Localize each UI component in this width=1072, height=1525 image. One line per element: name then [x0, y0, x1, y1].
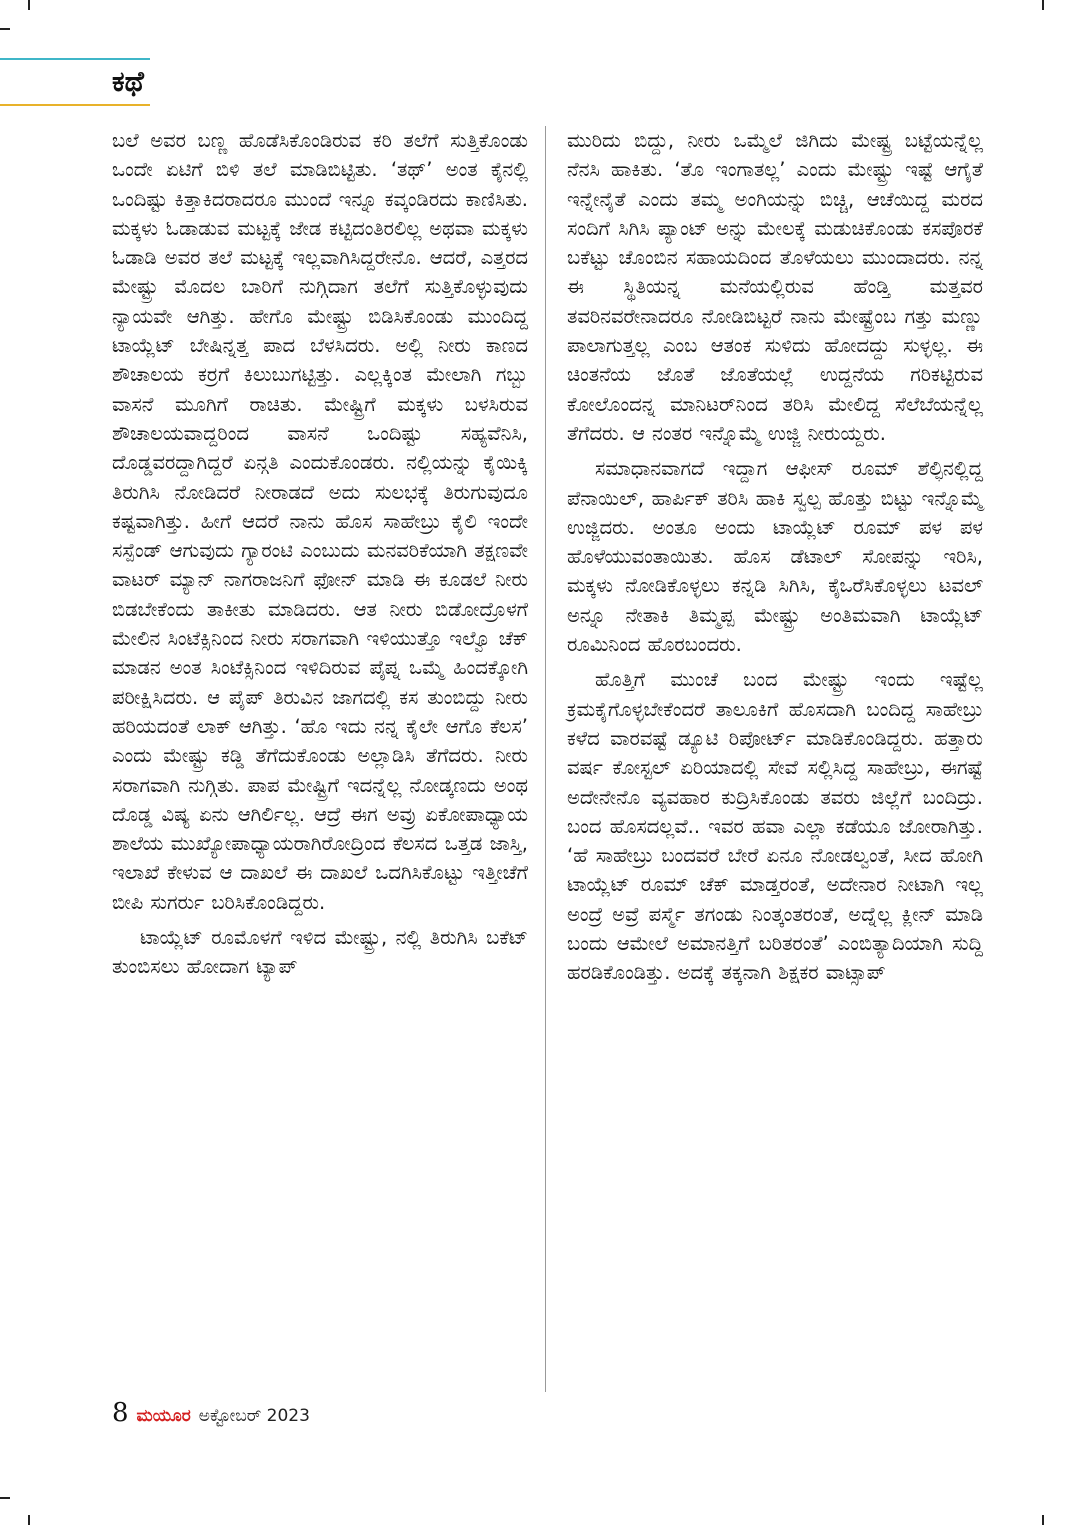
magazine-name: ಮಯೂರ: [136, 1406, 191, 1426]
crop-mark-top-left: [28, 0, 30, 10]
right-paragraph-3: ಹೊತ್ತಿಗೆ ಮುಂಚೆ ಬಂದ ಮೇಷ್ಟ್ರು ಇಂದು ಇಷ್ಟೆಲ್ಲ ಕ್ರಮಕೈಗೊಳ್ಳಬೇಕೆಂದರೆ ತಾಲೂಕಿಗೆ ಹೊಸದಾಗಿ ಬಂದಿದ್ದ ಸಾಹೇಬ್ರು ಕಳೆದ ವಾರವಷ್ಟೆ ಡ್ಯೂಟಿ ರಿಪೋರ್ಟ್ ಮಾಡಿಕೊಂಡಿದ್ದರು. ಹತ್ತಾರು ವರ್ಷ ಕೋಸ್ಟಲ್ ಏರಿಯಾದಲ್ಲಿ ಸೇವೆ ಸಲ್ಲಿಸಿದ್ದ ಸಾಹೇಬ್ರು, ಈಗಷ್ಟೆ ಅದೇನೇನೊ ವ್ಯವಹಾರ ಕುದ್ರಿಸಿಕೊಂಡು ತವರು ಜಿಲ್ಲೆಗೆ ಬಂದಿದ್ರು. ಬಂದ ಹೊಸದಲ್ಲವೆ.. ಇವರ ಹವಾ ಎಲ್ಲಾ ಕಡೆಯೂ ಜೋರಾಗಿತ್ತು. ‘ಹೆ ಸಾಹೇಬ್ರು ಬಂದವರೆ ಬೇರೆ ಏನೂ ನೋಡಲ್ವಂತೆ, ಸೀದ ಹೋಗಿ ಟಾಯ್ಲೆಟ್ ರೂಮ್ ಚೆಕ್ ಮಾಡ್ತರಂತೆ, ಅದೇನಾರ ನೀಟಾಗಿ ಇಲ್ಲ ಅಂದ್ರೆ ಅವ್ರೆ ಪರ್ಸ್ಮೆ ತಗಂಡು ನಿಂತ್ಕಂತರಂತೆ, ಅದ್ನೆಲ್ಲ ಕ್ಲೀನ್ ಮಾಡಿ ಬಂದು ಆಮೇಲೆ ಅಮಾನತ್ತಿಗೆ ಬರಿತರಂತೆ’ ಎಂಬಿತ್ಯಾದಿಯಾಗಿ ಸುದ್ದಿ ಹರಡಿಕೊಂಡಿತ್ತು. ಅದಕ್ಕೆ ತಕ್ಕನಾಗಿ ಶಿಕ್ಷಕರ ವಾಟ್ಸಾಪ್: [567, 668, 983, 985]
page-number: 8: [112, 1398, 129, 1428]
issue-date: ಅಕ್ಟೋಬರ್ 2023: [198, 1406, 310, 1426]
right-column: [567, 126, 983, 988]
left-paragraph-2: ಟಾಯ್ಲೆಟ್ ರೂಮೊಳಗೆ ಇಳಿದ ಮೇಷ್ಟ್ರು, ನಲ್ಲಿ ತಿರುಗಿಸಿ ಬಕೆಟ್ ತುಂಬಿಸಲು ಹೋದಾಗ ಟ್ಯಾಪ್: [112, 926, 528, 979]
section-title: ಕಥೆ: [112, 65, 144, 98]
crop-mark-top-right: [1042, 0, 1044, 10]
header-rule-teal: [0, 58, 150, 60]
left-paragraph-1: ಬಲೆ ಅವರ ಬಣ್ಣ ಹೊಡೆಸಿಕೊಂಡಿರುವ ಕರಿ ತಲೆಗೆ ಸುತ್ತಿಕೊಂಡು ಒಂದೇ ಏಟಿಗೆ ಬಿಳಿ ತಲೆ ಮಾಡಿಬಿಟ್ಟಿತು. ‘ತಥ್’ ಅಂತ ಕೈನಲ್ಲಿ ಒಂದಿಷ್ಟು ಕಿತ್ತಾಕಿದರಾದರೂ ಮುಂದೆ ಇನ್ನೂ ಕವ್ಕಂಡಿರದು ಕಾಣಿಸಿತು. ಮಕ್ಕಳು ಓಡಾಡುವ ಮಟ್ಟಕ್ಕೆ ಜೇಡ ಕಟ್ಟಿದಂತಿರಲಿಲ್ಲ ಅಥವಾ ಮಕ್ಕಳು ಓಡಾಡಿ ಅವರ ತಲೆ ಮಟ್ಟಕ್ಕೆ ಇಲ್ಲವಾಗಿಸಿದ್ದರೇನೊ. ಆದರೆ, ಎತ್ತರದ ಮೇಷ್ಟ್ರು ಮೊದಲ ಬಾರಿಗೆ ನುಗ್ಗಿದಾಗ ತಲೆಗೆ ಸುತ್ತಿಕೊಳ್ಳುವುದು ನ್ಯಾಯವೇ ಆಗಿತ್ತು. ಹೇಗೊ ಮೇಷ್ಟ್ರು ಬಿಡಿಸಿಕೊಂಡು ಮುಂದಿದ್ದ ಟಾಯ್ಲೆಟ್ ಬೇಷಿನ್ನತ್ತ ಪಾದ ಬೆಳಸಿದರು. ಅಲ್ಲಿ ನೀರು ಕಾಣದ ಶೌಚಾಲಯ ಕರ್ರಗೆ ಕಿಲುಬುಗಟ್ಟಿತ್ತು. ಎಲ್ಲಕ್ಕಿಂತ ಮೇಲಾಗಿ ಗಬ್ಬು ವಾಸನೆ ಮೂಗಿಗೆ ರಾಚಿತು. ಮೇಷ್ಟ್ರಿಗೆ ಮಕ್ಕಳು ಬಳಸಿರುವ ಶೌಚಾಲಯವಾದ್ದರಿಂದ ವಾಸನೆ ಒಂದಿಷ್ಟು ಸಹ್ಯವೆನಿಸಿ, ದೊಡ್ಡವರದ್ದಾಗಿದ್ದರೆ ಏನ್ಗತಿ ಎಂದುಕೊಂಡರು. ನಲ್ಲಿಯನ್ನು ಕೈಯಿಕ್ಕಿ ತಿರುಗಿಸಿ ನೋಡಿದರೆ ನೀರಾಡದೆ ಅದು ಸುಲಭಕ್ಕೆ ತಿರುಗುವುದೂ ಕಷ್ಟವಾಗಿತ್ತು. ಹೀಗೆ ಆದರೆ ನಾನು ಹೊಸ ಸಾಹೇಬ್ರು ಕೈಲಿ ಇಂದೇ ಸಸ್ಪೆಂಡ್ ಆಗುವುದು ಗ್ಯಾರಂಟಿ ಎಂಬುದು ಮನವರಿಕೆಯಾಗಿ ತಕ್ಷಣವೇ ವಾಟರ್ ಮ್ಯಾನ್ ನಾಗರಾಜನಿಗೆ ಫೋನ್ ಮಾಡಿ ಈ ಕೂಡಲೆ ನೀರು ಬಿಡಬೇಕೆಂದು ತಾಕೀತು ಮಾಡಿದರು. ಆತ ನೀರು ಬಿಡೋದ್ರೊಳಗೆ ಮೇಲಿನ ಸಿಂಟೆಕ್ಸಿನಿಂದ ನೀರು ಸರಾಗವಾಗಿ ಇಳಿಯುತ್ತೊ ಇಲ್ವೊ ಚೆಕ್ ಮಾಡನ ಅಂತ ಸಿಂಟೆಕ್ಸಿನಿಂದ ಇಳಿದಿರುವ ಪೈಪ್ನ ಒಮ್ಮೆ ಹಿಂದಕ್ಕೋಗಿ ಪರೀಕ್ಷಿಸಿದರು. ಆ ಪೈಪ್ ತಿರುವಿನ ಜಾಗದಲ್ಲಿ ಕಸ ತುಂಬಿದ್ದು ನೀರು ಹರಿಯದಂತೆ ಲಾಕ್ ಆಗಿತ್ತು. ‘ಹೊ ಇದು ನನ್ನ ಕೈಲೇ ಆಗೊ ಕೆಲಸ’ ಎಂದು ಮೇಷ್ಟ್ರು ಕಡ್ಡಿ ತೆಗೆದುಕೊಂಡು ಅಲ್ಲಾಡಿಸಿ ತೆಗೆದರು. ನೀರು ಸರಾಗವಾಗಿ ನುಗ್ಗಿತು. ಪಾಪ ಮೇಷ್ಟ್ರಿಗೆ ಇದನ್ನೆಲ್ಲ ನೋಡ್ಕಣದು ಅಂಥ ದೊಡ್ಡ ವಿಷ್ಯ ಏನು ಆಗಿರ್ಲಿಲ್ಲ. ಆದ್ರೆ ಈಗ ಅವ್ರು ಏಕೋಪಾಧ್ಯಾಯ ಶಾಲೆಯ ಮುಖ್ಯೋಪಾಧ್ಯಾಯರಾಗಿರೋದ್ರಿಂದ ಕೆಲಸದ ಒತ್ತಡ ಜಾಸ್ತಿ, ಇಲಾಖೆ ಕೇಳುವ ಆ ದಾಖಲೆ ಈ ದಾಖಲೆ ಒದಗಿಸಿಕೊಟ್ಟು ಇತ್ತೀಚೆಗೆ ಬೀಪಿ ಸುಗರ್ರು ಬರಿಸಿಕೊಂಡಿದ್ದರು.: [112, 129, 528, 914]
right-paragraph-2: ಸಮಾಧಾನವಾಗದೆ ಇದ್ದಾಗ ಆಫೀಸ್ ರೂಮ್ ಶೆಲ್ಫಿನಲ್ಲಿದ್ದ ಪೆನಾಯಿಲ್, ಹಾರ್ಪಿಕ್ ತರಿಸಿ ಹಾಕಿ ಸ್ವಲ್ಪ ಹೊತ್ತು ಬಿಟ್ಟು ಇನ್ನೊಮ್ಮೆ ಉಜ್ಜಿದರು. ಅಂತೂ ಅಂದು ಟಾಯ್ಲೆಟ್ ರೂಮ್ ಪಳ ಪಳ ಹೊಳೆಯುವಂತಾಯಿತು. ಹೊಸ ಡೆಟಾಲ್ ಸೋಪನ್ನು ಇರಿಸಿ, ಮಕ್ಕಳು ನೋಡಿಕೊಳ್ಳಲು ಕನ್ನಡಿ ಸಿಗಿಸಿ, ಕೈಒರೆಸಿಕೊಳ್ಳಲು ಟವಲ್ ಅನ್ನೂ ನೇತಾಕಿ ತಿಮ್ಮಪ್ಪ ಮೇಷ್ಟ್ರು ಅಂತಿಮವಾಗಿ ಟಾಯ್ಲೆಟ್ ರೂಮಿನಿಂದ ಹೊರಬಂದರು.: [567, 457, 983, 657]
left-column: [112, 126, 528, 982]
page-footer: [112, 1398, 310, 1428]
crop-mark-left-bottom: [0, 1497, 10, 1499]
crop-mark-bottom-left: [28, 1515, 30, 1525]
crop-mark-left-top: [0, 28, 10, 30]
right-paragraph-1: ಮುರಿದು ಬಿದ್ದು, ನೀರು ಒಮ್ಮೆಲೆ ಜಿಗಿದು ಮೇಷ್ಟ್ರ ಬಟ್ಟೆಯನ್ನೆಲ್ಲ ನೆನಸಿ ಹಾಕಿತು. ‘ತೊ ಇಂಗಾತಲ್ಲ’ ಎಂದು ಮೇಷ್ಟ್ರು ಇಷ್ಟೆ ಆಗೈತೆ ಇನ್ನೇನೈತೆ ಎಂದು ತಮ್ಮ ಅಂಗಿಯನ್ನು ಬಿಚ್ಚಿ, ಆಚೆಯಿದ್ದ ಮರದ ಸಂದಿಗೆ ಸಿಗಿಸಿ ಪ್ಯಾಂಟ್ ಅನ್ನು ಮೇಲಕ್ಕೆ ಮಡುಚಿಕೊಂಡು ಕಸಪೊರಕೆ ಬಕೆಟ್ಟು ಚೊಂಬಿನ ಸಹಾಯದಿಂದ ತೊಳೆಯಲು ಮುಂದಾದರು. ನನ್ನ ಈ ಸ್ಥಿತಿಯನ್ನ ಮನೆಯಲ್ಲಿರುವ ಹೆಂಡ್ತಿ ಮತ್ತವರ ತವರಿನವರೇನಾದರೂ ನೋಡಿಬಿಟ್ಟರೆ ನಾನು ಮೇಷ್ಟ್ರೆಂಬ ಗತ್ತು ಮಣ್ಣು ಪಾಲಾಗುತ್ತಲ್ಲ ಎಂಬ ಆತಂಕ ಸುಳಿದು ಹೋದದ್ದು ಸುಳ್ಳಲ್ಲ. ಈ ಚಿಂತನೆಯ ಜೊತೆ ಜೊತೆಯಲ್ಲೆ ಉದ್ದನೆಯ ಗರಿಕಟ್ಟಿರುವ ಕೋಲೊಂದನ್ನ ಮಾನಿಟರ್‌ನಿಂದ ತರಿಸಿ ಮೇಲಿದ್ದ ಸೆಲೆಬೆಯನ್ನೆಲ್ಲ ತೆಗೆದರು. ಆ ನಂತರ ಇನ್ನೊಮ್ಮೆ ಉಜ್ಜಿ ನೀರುಯ್ದರು.: [567, 129, 983, 445]
crop-mark-bottom-right: [1042, 1515, 1044, 1525]
header-rule-yellow: [0, 104, 150, 106]
column-divider: [545, 126, 546, 1392]
